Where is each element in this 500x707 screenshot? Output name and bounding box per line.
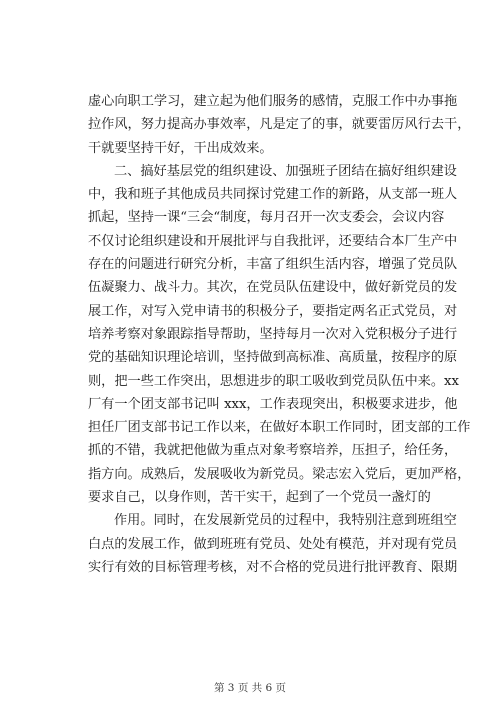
text-line: 展工作，对写入党申请书的积极分子，要指定两名正式党员，对 <box>88 303 458 319</box>
page-footer: 第 3 页 共 6 页 <box>213 682 287 694</box>
text-line: 培养考察对象跟踪指导帮助，坚持每月一次对入党积极分子进行 <box>88 326 458 342</box>
text-line: 拉作风，努力提高办事效率，凡是定了的事，就要雷厉风行去干， <box>88 117 471 133</box>
text-line: 伍凝聚力、战斗力。其次，在党员队伍建设中，做好新党员的发 <box>88 280 458 296</box>
text-line: 实行有效的目标管理考核，对不合格的党员进行批评教育、限期 <box>88 559 458 575</box>
text-line: 党的基础知识理论培训，坚持做到高标准、高质量，按程序的原 <box>88 350 458 366</box>
text-line: 不仅讨论组织建设和开展批评与自我批评，还要结合本厂生产中 <box>88 233 458 249</box>
text-line: 要求自己，以身作则，苦干实干，起到了一个党员一盏灯的 <box>88 490 431 506</box>
text-line: 作用。同时，在发展新党员的过程中，我特别注意到班组空 <box>114 513 457 529</box>
text-line: 虚心向职工学习，建立起为他们服务的感情，克服工作中办事拖 <box>88 94 458 109</box>
text-line: 存在的问题进行研究分析，丰富了组织生活内容，增强了党员队 <box>88 257 458 273</box>
text-line: 厂有一个团支部书记叫 xxx，工作表现突出，积极要求进步，他 <box>88 396 458 412</box>
text-line: 干就要坚持干好，干出成效来。 <box>88 140 273 156</box>
text-line: 白点的发展工作，做到班班有党员、处处有模范，并对现有党员 <box>88 536 458 552</box>
text-line: 指方向。成熟后，发展吸收为新党员。梁志宏入党后，更加严格， <box>88 466 471 482</box>
text-line: 抓起，坚持一课“三会“制度，每月召开一次支委会，会议内容 <box>88 210 445 226</box>
text-line: 中，我和班子其他成员共同探讨党建工作的新路，从支部一班人 <box>88 187 458 203</box>
body-text <box>88 90 471 579</box>
text-line: 抓的不错，我就把他做为重点对象考察培养，压担子，给任务， <box>88 443 458 459</box>
text-line: 二、搞好基层党的组织建设、加强班子团结在搞好组织建设 <box>114 163 457 179</box>
text-line: 担任厂团支部书记工作以来，在做好本职工作同时，团支部的工作 <box>88 420 471 436</box>
text-line: 则，把一些工作突出，思想进步的职工吸收到党员队伍中来。xx <box>88 373 459 389</box>
